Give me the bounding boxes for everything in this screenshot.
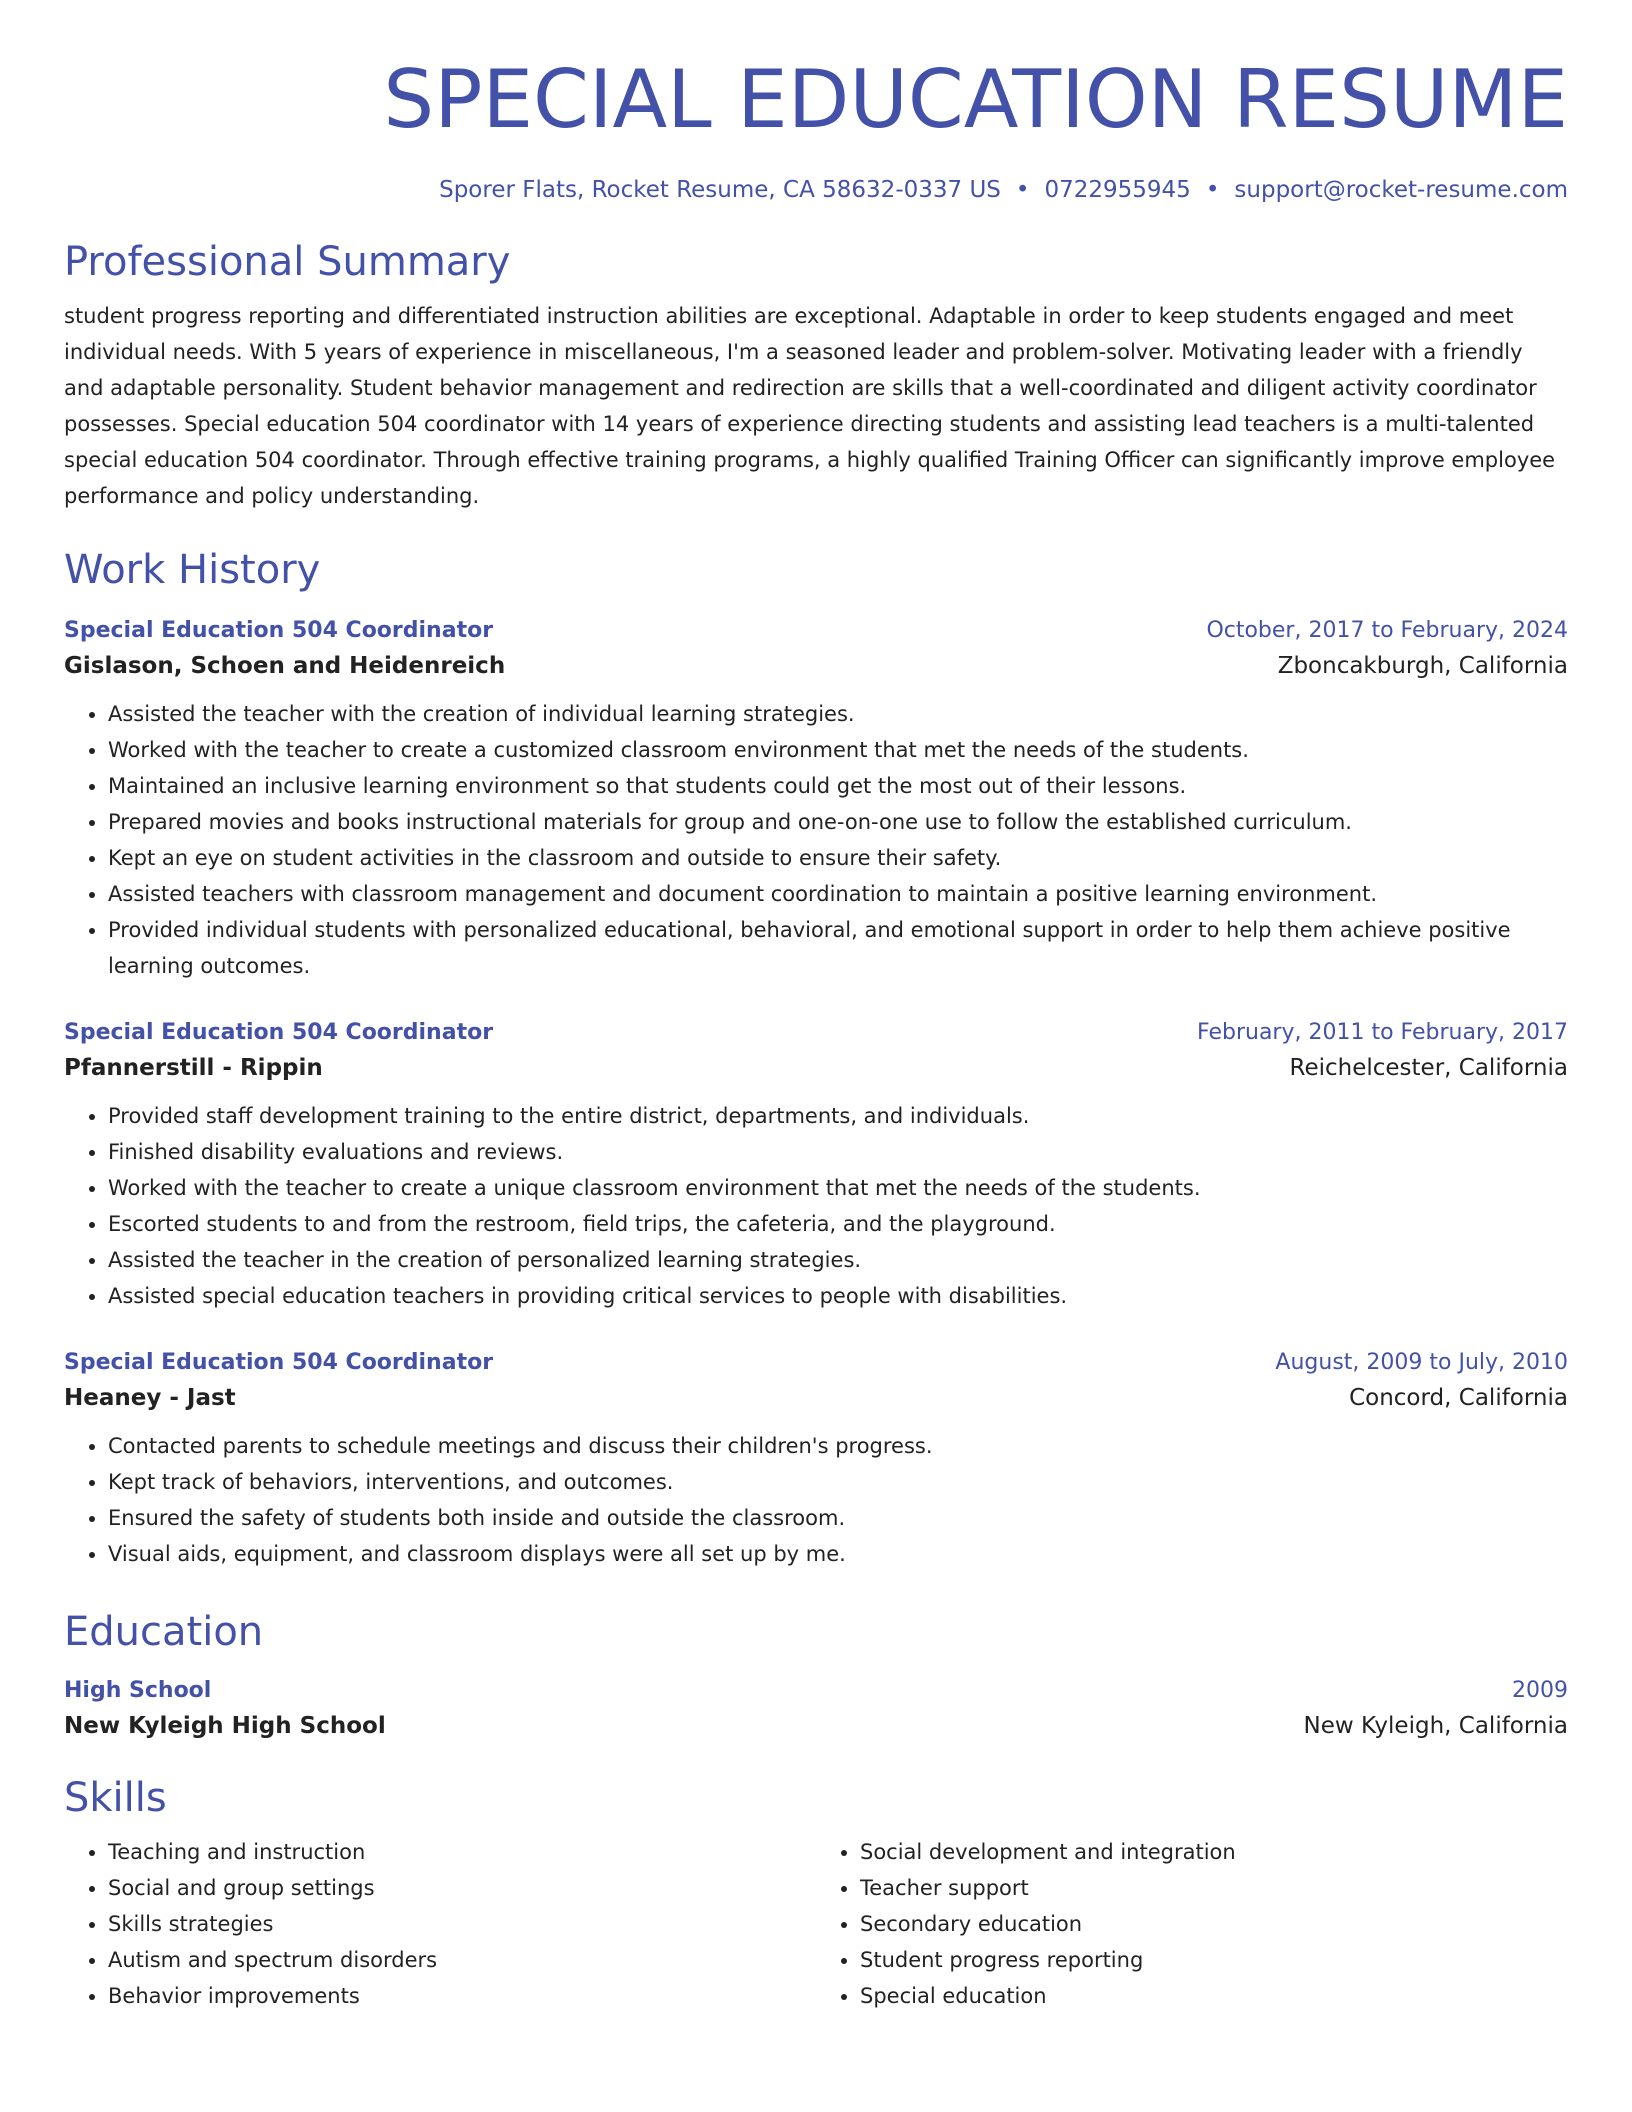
skill-item: • Autism and spectrum disorders: [108, 1942, 816, 1978]
job-header-row: [64, 1346, 1568, 1380]
skills-heading: Skills: [64, 1775, 167, 1821]
job-location: Reichelcester, California: [1289, 1055, 1568, 1081]
skill-item: • Student progress reporting: [860, 1942, 1568, 1978]
job-company-row: [64, 1050, 1568, 1086]
job-dates: October, 2017 to February, 2024: [1206, 618, 1568, 643]
job-dates: August, 2009 to July, 2010: [1275, 1350, 1568, 1375]
contact-address: Sporer Flats, Rocket Resume, CA 58632-0337 US: [439, 177, 1001, 203]
education-school-row: [64, 1708, 1568, 1744]
job-entry: [64, 1346, 1568, 1572]
job-entry: [64, 614, 1568, 984]
job-bullet: • Ensured the safety of students both inside and outside the classroom.: [108, 1500, 1568, 1536]
skills-columns: [64, 1834, 1568, 2014]
job-bullet: • Assisted the teacher with the creation of individual learning strategies.: [108, 696, 1568, 732]
job-bullet: • Assisted special education teachers in providing critical services to people with disabilities.: [108, 1278, 1568, 1314]
summary-heading: Professional Summary: [64, 239, 511, 285]
contact-email: support@rocket-resume.com: [1234, 177, 1568, 203]
job-bullet-list: [64, 1428, 1568, 1572]
job-bullet: • Prepared movies and books instructional materials for group and one-on-one use to follow the established curriculum.: [108, 804, 1568, 840]
skill-item: • Social and group settings: [108, 1870, 816, 1906]
job-bullet: • Provided staff development training to the entire district, departments, and individuals.: [108, 1098, 1568, 1134]
contact-separator: •: [1205, 177, 1220, 203]
education-location: New Kyleigh, California: [1303, 1713, 1568, 1739]
job-bullet: • Maintained an inclusive learning environment so that students could get the most out of their lessons.: [108, 768, 1568, 804]
job-company: Pfannerstill - Rippin: [64, 1055, 323, 1081]
education-year: 2009: [1512, 1678, 1568, 1703]
job-bullet: • Visual aids, equipment, and classroom displays were all set up by me.: [108, 1536, 1568, 1572]
education-degree: High School: [64, 1678, 212, 1703]
job-bullet: • Finished disability evaluations and reviews.: [108, 1134, 1568, 1170]
skill-item: • Social development and integration: [860, 1834, 1568, 1870]
education-entry: [64, 1674, 1568, 1744]
education-school: New Kyleigh High School: [64, 1713, 386, 1739]
job-role: Special Education 504 Coordinator: [64, 1020, 494, 1045]
education-heading: Education: [64, 1609, 264, 1655]
skills-list-left: [64, 1834, 816, 2014]
skill-item: • Skills strategies: [108, 1906, 816, 1942]
job-bullet: • Assisted the teacher in the creation of personalized learning strategies.: [108, 1242, 1568, 1278]
job-bullet: • Contacted parents to schedule meetings and discuss their children's progress.: [108, 1428, 1568, 1464]
resume-title: SPECIAL EDUCATION RESUME: [383, 53, 1568, 146]
job-dates: February, 2011 to February, 2017: [1197, 1020, 1568, 1045]
skill-item: • Teaching and instruction: [108, 1834, 816, 1870]
job-location: Concord, California: [1349, 1385, 1568, 1411]
job-company: Gislason, Schoen and Heidenreich: [64, 653, 506, 679]
skill-item: • Special education: [860, 1978, 1568, 2014]
skills-list-right: [816, 1834, 1568, 2014]
job-bullet: • Provided individual students with personalized educational, behavioral, and emotional support in order to help them achieve positive learning outcomes.: [108, 912, 1568, 984]
summary-text: student progress reporting and differentiated instruction abilities are exceptional. Adaptable in order to keep students engaged and meet individual needs. With 5 years of experience in miscellaneous, I'm a seasoned leader and problem-solver. Motivating leader with a friendly and adaptable personality. Student behavior management and redirection are skills that a well-coordinated and diligent activity coordinator possesses. Special education 504 coordinator with 14 years of experience directing students and assisting lead teachers is a multi-talented special education 504 coordinator. Through effective training programs, a highly qualified Training Officer can significantly improve employee performance and policy understanding.: [64, 304, 1556, 508]
job-entry: [64, 1016, 1568, 1314]
job-bullet-list: [64, 1098, 1568, 1314]
job-header-row: [64, 614, 1568, 648]
skill-item: • Teacher support: [860, 1870, 1568, 1906]
job-company-row: [64, 648, 1568, 684]
job-role: Special Education 504 Coordinator: [64, 1350, 494, 1375]
skill-item: • Behavior improvements: [108, 1978, 816, 2014]
job-bullet: • Escorted students to and from the restroom, field trips, the cafeteria, and the playground.: [108, 1206, 1568, 1242]
contact-phone: 0722955945: [1044, 177, 1191, 203]
job-bullet-list: [64, 696, 1568, 984]
contact-separator: •: [1015, 177, 1030, 203]
job-bullet: • Kept an eye on student activities in the classroom and outside to ensure their safety.: [108, 840, 1568, 876]
job-location: Zboncakburgh, California: [1277, 653, 1568, 679]
resume-header: [64, 0, 1568, 206]
job-company-row: [64, 1380, 1568, 1416]
job-role: Special Education 504 Coordinator: [64, 618, 494, 643]
job-bullet: • Assisted teachers with classroom management and document coordination to maintain a positive learning environment.: [108, 876, 1568, 912]
contact-line: [64, 174, 1568, 206]
job-bullet: • Worked with the teacher to create a customized classroom environment that met the needs of the students.: [108, 732, 1568, 768]
job-company: Heaney - Jast: [64, 1385, 236, 1411]
work-history-heading: Work History: [64, 547, 321, 593]
job-bullet: • Kept track of behaviors, interventions, and outcomes.: [108, 1464, 1568, 1500]
skill-item: • Secondary education: [860, 1906, 1568, 1942]
education-header-row: [64, 1674, 1568, 1708]
job-header-row: [64, 1016, 1568, 1050]
job-bullet: • Worked with the teacher to create a unique classroom environment that met the needs of the students.: [108, 1170, 1568, 1206]
